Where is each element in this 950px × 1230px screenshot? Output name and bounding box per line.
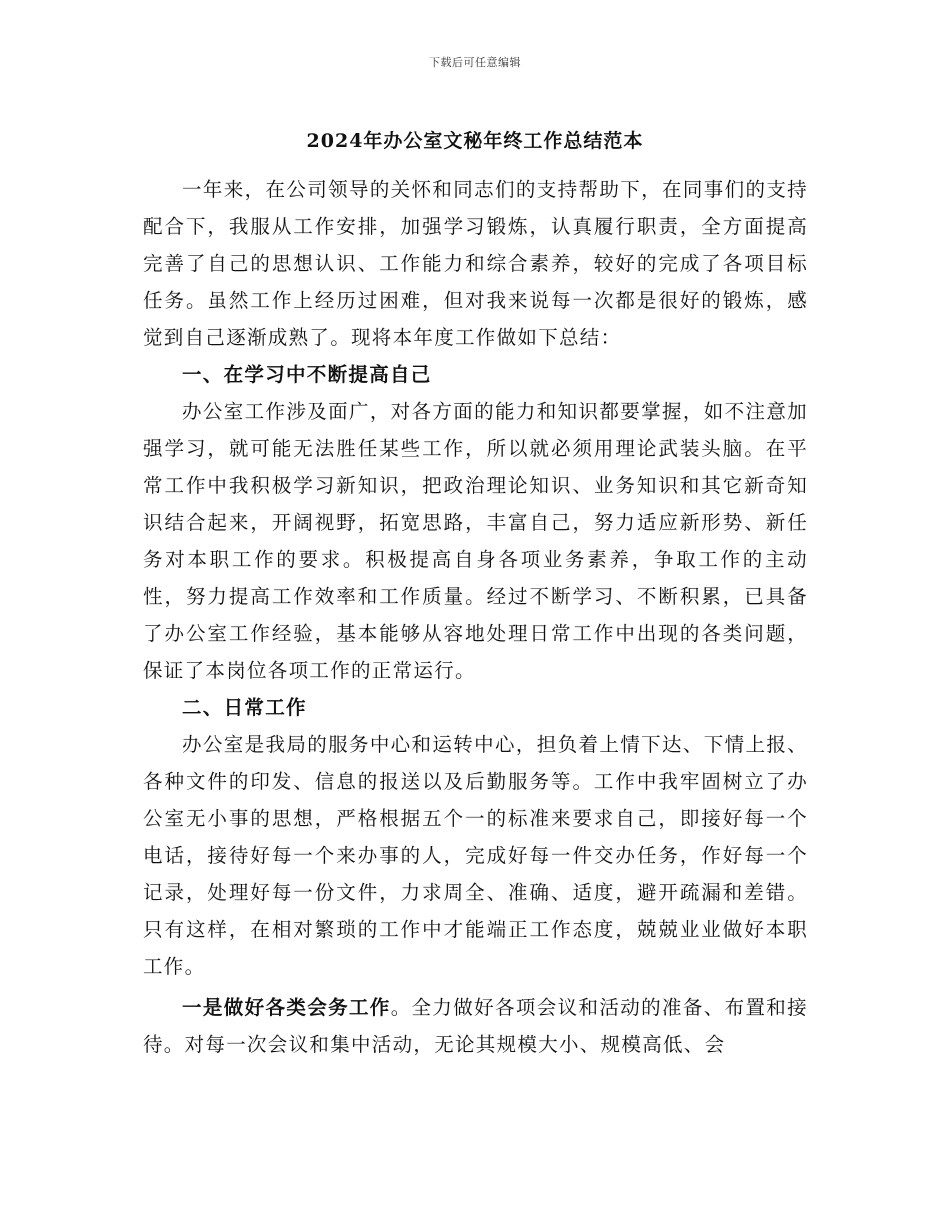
header-note: 下载后可任意编辑 bbox=[429, 56, 521, 69]
item-1-paragraph bbox=[143, 989, 808, 1063]
section-1-heading: 一、在学习中不断提高自己 bbox=[182, 363, 432, 386]
document-title: 2024年办公室文秘年终工作总结范本 bbox=[306, 130, 644, 152]
section-2-paragraph: 办公室是我局的服务中心和运转中心，担负着上情下达、下情上报、各种文件的印发、信息的报送以及后勤服务等。工作中我牢固树立了办公室无小事的思想，严格根据五个一的标准来要求自己，即接好每一个电话，接待好每一个来办事的人，完成好每一件交办任务，作好每一个记录，处理好每一份文件，力求周全、准确、适度，避开疏漏和差错。只有这样，在相对繁琐的工作中才能端正工作态度，兢兢业业做好本职工作。 bbox=[143, 733, 808, 978]
item-1-text: 。全力做好各项会议和活动的准备、布置和接待。对每一次会议和集中活动，无论其规模大小、规模高低、会 bbox=[143, 996, 808, 1056]
document-body bbox=[143, 171, 808, 1063]
section-1-paragraph: 办公室工作涉及面广，对各方面的能力和知识都要掌握，如不注意加强学习，就可能无法胜任某些工作，所以就必须用理论武装头脑。在平常工作中我积极学习新知识，把政治理论知识、业务知识和其它新奇知识结合起来，开阔视野，拓宽思路，丰富自己，努力适应新形势、新任务对本职工作的要求。积极提高自身各项业务素养，争取工作的主动性，努力提高工作效率和工作质量。经过不断学习、不断积累，已具备了办公室工作经验，基本能够从容地处理日常工作中出现的各类问题，保证了本岗位各项工作的正常运行。 bbox=[143, 400, 808, 682]
intro-paragraph: 一年来，在公司领导的关怀和同志们的支持帮助下，在同事们的支持配合下，我服从工作安排，加强学习锻炼，认真履行职责，全方面提高完善了自己的思想认识、工作能力和综合素养，较好的完成了各项目标任务。虽然工作上经历过困难，但对我来说每一次都是很好的锻炼，感觉到自己逐渐成熟了。现将本年度工作做如下总结： bbox=[143, 178, 808, 349]
section-2-heading: 二、日常工作 bbox=[182, 696, 307, 719]
item-1-lead: 一是做好各类会务工作 bbox=[182, 996, 391, 1019]
